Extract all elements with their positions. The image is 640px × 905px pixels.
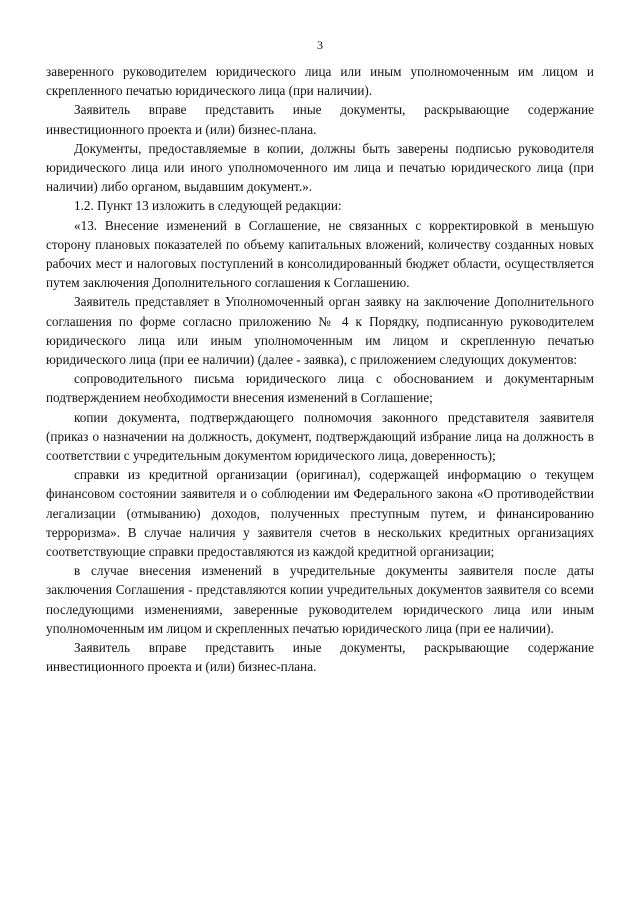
list-item-authority-copy: копии документа, подтверждающего полномочия законного представителя заявителя (приказ о назначении на должность, документ, подтверждающий избрание лица на должность в соответствии с учредительным документом юридического лица, доверенность); [46,409,594,464]
paragraph-additional-documents-2: Заявитель вправе представить иные документы, раскрывающие содержание инвестиционного проекта и (или) бизнес-плана. [46,640,594,675]
page-number: 3 [317,38,323,52]
paragraph-application: Заявитель представляет в Уполномоченный орган заявку на заключение Дополнительного соглашения по форме согласно приложению № 4 к Порядку, подписанную руководителем юридического лица или иным уполномоченным им лицом и скрепленную печатью юридического лица (при ее наличии) (далее - заявка), с приложением следующих документов: [46,294,594,368]
list-item-founding-documents: в случае внесения изменений в учредительные документы заявителя после даты заключения Соглашения - представляются копии учредительных документов заявителя со всеми последующими изменениями, заверенные руководителем юридического лица или иным уполномоченным им лицом и скрепленных печатью юридического лица (при ее наличии). [46,563,594,636]
list-item-bank-certificate: справки из кредитной организации (оригинал), содержащей информацию о текущем финансовом состоянии заявителя и о соблюдении им Федерального закона «О противодействии легализации (отмыванию) доходов, полученных преступным путем, и финансированию терроризма». В случае наличия у заявителя счетов в нескольких кредитных организациях соответствующие справки предоставляются из каждой кредитной организации; [46,467,594,560]
paragraph-amendment-1-2: 1.2. Пункт 13 изложить в следующей редакции: [74,198,342,214]
paragraph-continuation: заверенного руководителем юридического лица или иным уполномоченным им лицом и скрепленного печатью юридического лица (при наличии). [46,64,594,99]
document-body [46,62,594,677]
paragraph-additional-documents: Заявитель вправе представить иные документы, раскрывающие содержание инвестиционного проекта и (или) бизнес-плана. [46,102,594,137]
list-item-cover-letter: сопроводительного письма юридического лица с обоснованием и документарным подтверждением необходимости внесения изменений в Соглашение; [46,371,594,406]
paragraph-item-13: «13. Внесение изменений в Соглашение, не связанных с корректировкой в меньшую сторону плановых показателей по объему капитальных вложений, количеству созданных новых рабочих мест и налоговых поступлений в консолидированный бюджет области, осуществляется путем заключения Дополнительного соглашения к Соглашению. [46,217,594,291]
paragraph-copies-certification: Документы, предоставляемые в копии, должны быть заверены подписью руководителя юридического лица или иного уполномоченного им лица и печатью юридического лица (при наличии) либо органом, выдавшим документ.». [46,140,594,195]
